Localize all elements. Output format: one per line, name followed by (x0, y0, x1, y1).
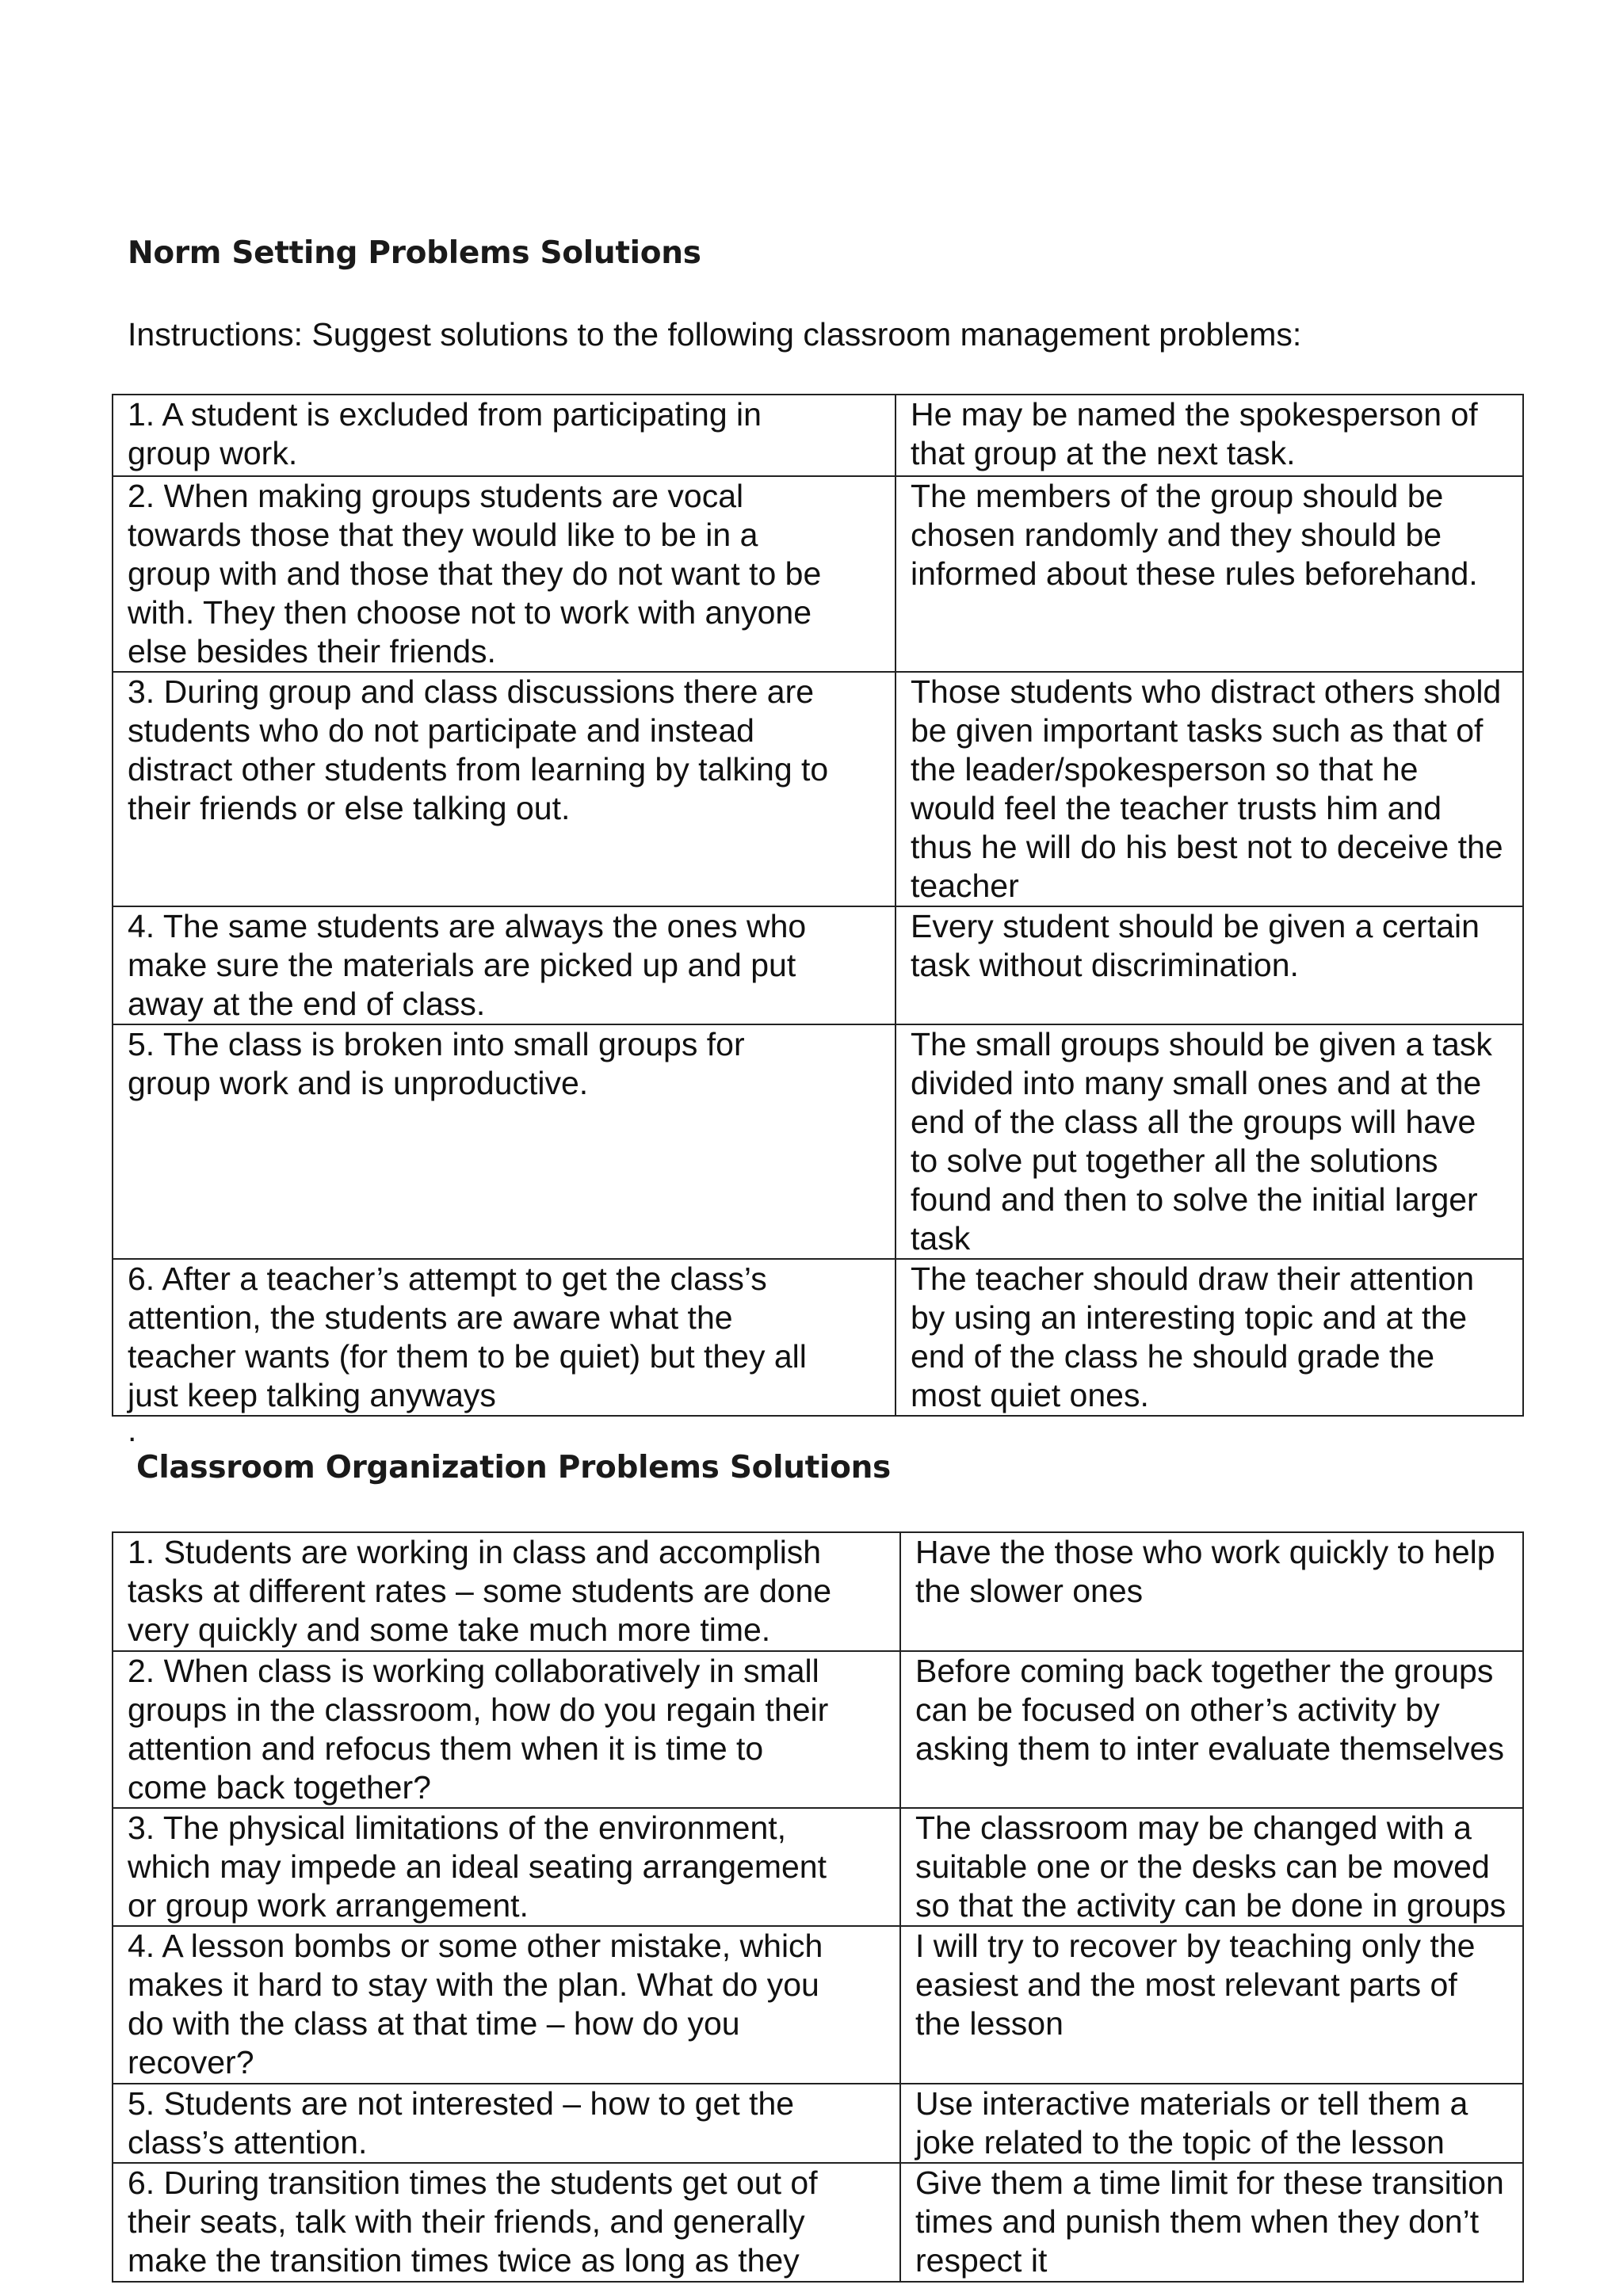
solution-cell: Every student should be given a certain task without discrimination. (896, 906, 1523, 1024)
table-row (113, 2084, 1523, 2163)
solution-cell: The teacher should draw their attention by using an interesting topic and at the end of the class he should grade the most quiet ones. (896, 1259, 1523, 1416)
classroom-organization-table (112, 1531, 1524, 2283)
instructions-text: Instructions: Suggest solutions to the following classroom management problems: (128, 316, 1302, 353)
solution-cell: The classroom may be changed with a suitable one or the desks can be moved so that the activity can be done in groups (900, 1808, 1523, 1926)
table-row (113, 1024, 1523, 1259)
solution-cell: He may be named the spokesperson of that group at the next task. (896, 395, 1523, 476)
classroom-organization-heading: Classroom Organization Problems Solutions (136, 1450, 891, 1486)
solution-cell: I will try to recover by teaching only the easiest and the most relevant parts of the lesson (900, 1926, 1523, 2084)
solution-cell: Use interactive materials or tell them a joke related to the topic of the lesson (900, 2084, 1523, 2163)
problem-cell: 3. During group and class discussions there are students who do not participate and instead distract other students from learning by talking to their friends or else talking out. (113, 672, 896, 906)
solution-cell: The members of the group should be chosen randomly and they should be informed about these rules beforehand. (896, 476, 1523, 672)
solution-cell: Those students who distract others shold be given important tasks such as that of the leader/spokesperson so that he would feel the teacher trusts him and thus he will do his best not to deceive the teacher (896, 672, 1523, 906)
problem-cell: 2. When class is working collaboratively in small groups in the classroom, how do you regain their attention and refocus them when it is time to come back together? (113, 1651, 900, 1808)
problem-cell: 4. A lesson bombs or some other mistake, which makes it hard to stay with the plan. What do you do with the class at that time – how do you recover? (113, 1926, 900, 2084)
table-row (113, 476, 1523, 672)
table-row (113, 2163, 1523, 2282)
problem-cell: 2. When making groups students are vocal towards those that they would like to be in a group with and those that they do not want to be with. They then choose not to work with anyone else besides their friends. (113, 476, 896, 672)
table-row (113, 1259, 1523, 1416)
solution-cell: Have the those who work quickly to help the slower ones (900, 1532, 1523, 1651)
norm-setting-heading: Norm Setting Problems Solutions (128, 235, 701, 271)
problem-cell: 1. Students are working in class and accomplish tasks at different rates – some students are done very quickly and some take much more time. (113, 1532, 900, 1651)
table-row (113, 1926, 1523, 2084)
table-row (113, 672, 1523, 906)
problem-cell: 4. The same students are always the ones who make sure the materials are picked up and put away at the end of class. (113, 906, 896, 1024)
problem-cell: 6. After a teacher’s attempt to get the class’s attention, the students are aware what the teacher wants (for them to be quiet) but they all just keep talking anyways (113, 1259, 896, 1416)
table-row (113, 906, 1523, 1024)
problem-cell: 1. A student is excluded from participating in group work. (113, 395, 896, 476)
problem-cell: 5. Students are not interested – how to get the class’s attention. (113, 2084, 900, 2163)
problem-cell: 5. The class is broken into small groups for group work and is unproductive. (113, 1024, 896, 1259)
table-row (113, 1651, 1523, 1808)
problem-cell: 3. The physical limitations of the environment, which may impede an ideal seating arrangement or group work arrangement. (113, 1808, 900, 1926)
separator-dot: . (128, 1412, 137, 1448)
solution-cell: Before coming back together the groups can be focused on other’s activity by asking them to inter evaluate themselves (900, 1651, 1523, 1808)
problem-cell: 6. During transition times the students get out of their seats, talk with their friends, and generally make the transition times twice as long as they (113, 2163, 900, 2282)
table-row (113, 1532, 1523, 1651)
norm-setting-table (112, 394, 1524, 1417)
solution-cell: Give them a time limit for these transition times and punish them when they don’t respect it (900, 2163, 1523, 2282)
table-row (113, 1808, 1523, 1926)
solution-cell: The small groups should be given a task divided into many small ones and at the end of the class all the groups will have to solve put together all the solutions found and then to solve the initial larger task (896, 1024, 1523, 1259)
table-row (113, 395, 1523, 476)
